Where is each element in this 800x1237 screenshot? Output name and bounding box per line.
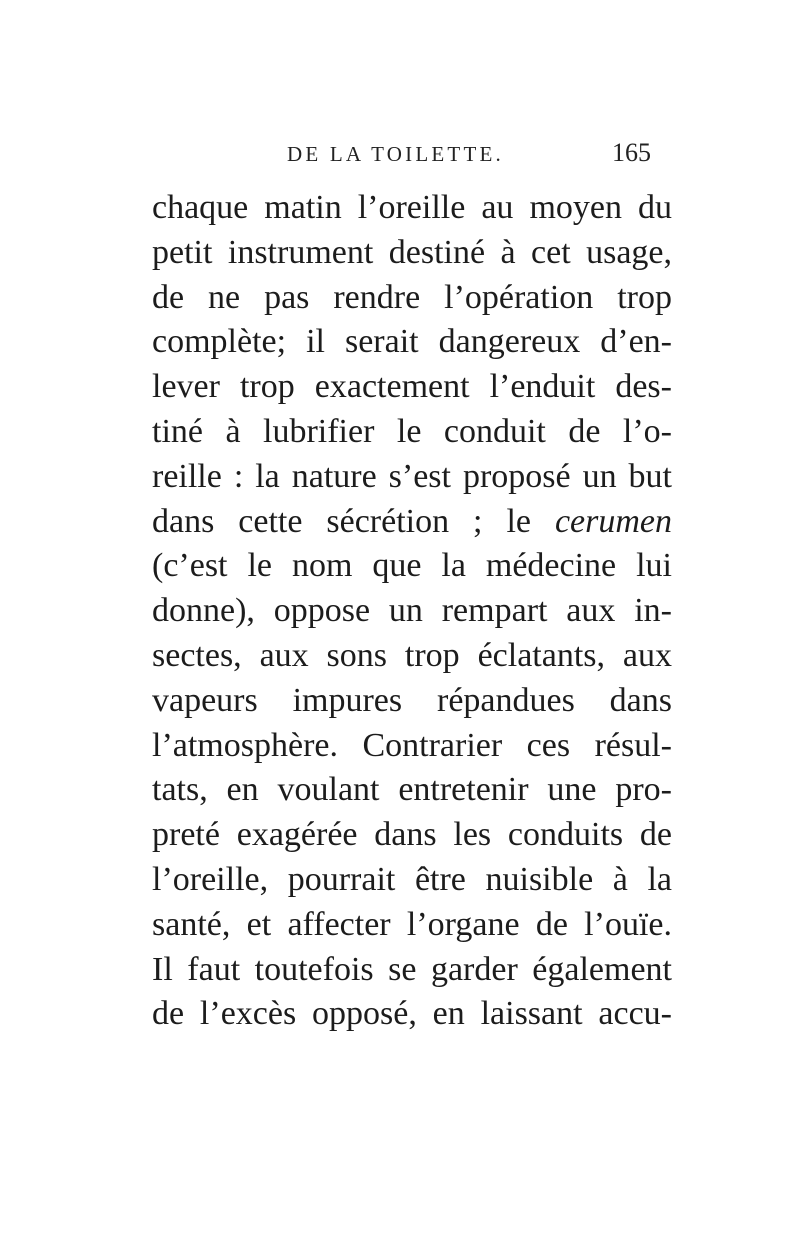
text-line: de ne pas rendre l’opération trop	[152, 278, 672, 316]
text-line: vapeurs impures répandues dans	[152, 681, 672, 719]
page-number: 165	[612, 138, 651, 167]
text-line: lever trop exactement l’enduit des-	[152, 368, 672, 406]
text-line: sectes, aux sons trop éclatants, aux	[152, 636, 672, 674]
text-line: (c’est le nom que la médecine lui	[152, 547, 672, 585]
text-line: reille : la nature s’est proposé un but	[152, 457, 672, 495]
text-line: complète; il serait dangereux d’en-	[152, 323, 672, 361]
text-line: preté exagérée dans les conduits de	[152, 816, 672, 854]
text-line: tiné à lubrifier le conduit de l’o-	[152, 412, 672, 450]
italic-term: cerumen	[554, 502, 672, 540]
text-fragment: dans cette sécrétion ; le	[152, 502, 531, 540]
text-line: l’oreille, pourrait être nuisible à la	[152, 860, 672, 898]
text-line: santé, et affecter l’organe de l’ouïe.	[152, 905, 672, 943]
text-line: chaque matin l’oreille au moyen du	[152, 189, 672, 226]
text-line: donne), oppose un rempart aux in-	[152, 592, 672, 630]
text-line: tats, en voulant entretenir une pro-	[152, 771, 672, 809]
text-line: l’atmosphère. Contrarier ces résul-	[152, 726, 672, 764]
running-title: DE LA TOILETTE.	[287, 142, 504, 166]
text-line: de l’excès opposé, en laissant accu-	[152, 995, 672, 1033]
text-line-with-italic	[152, 500, 672, 545]
text-line: Il faut toutefois se garder également	[152, 950, 672, 988]
body-text	[152, 186, 672, 1037]
text-line: petit instrument destiné à cet usage,	[152, 233, 672, 271]
